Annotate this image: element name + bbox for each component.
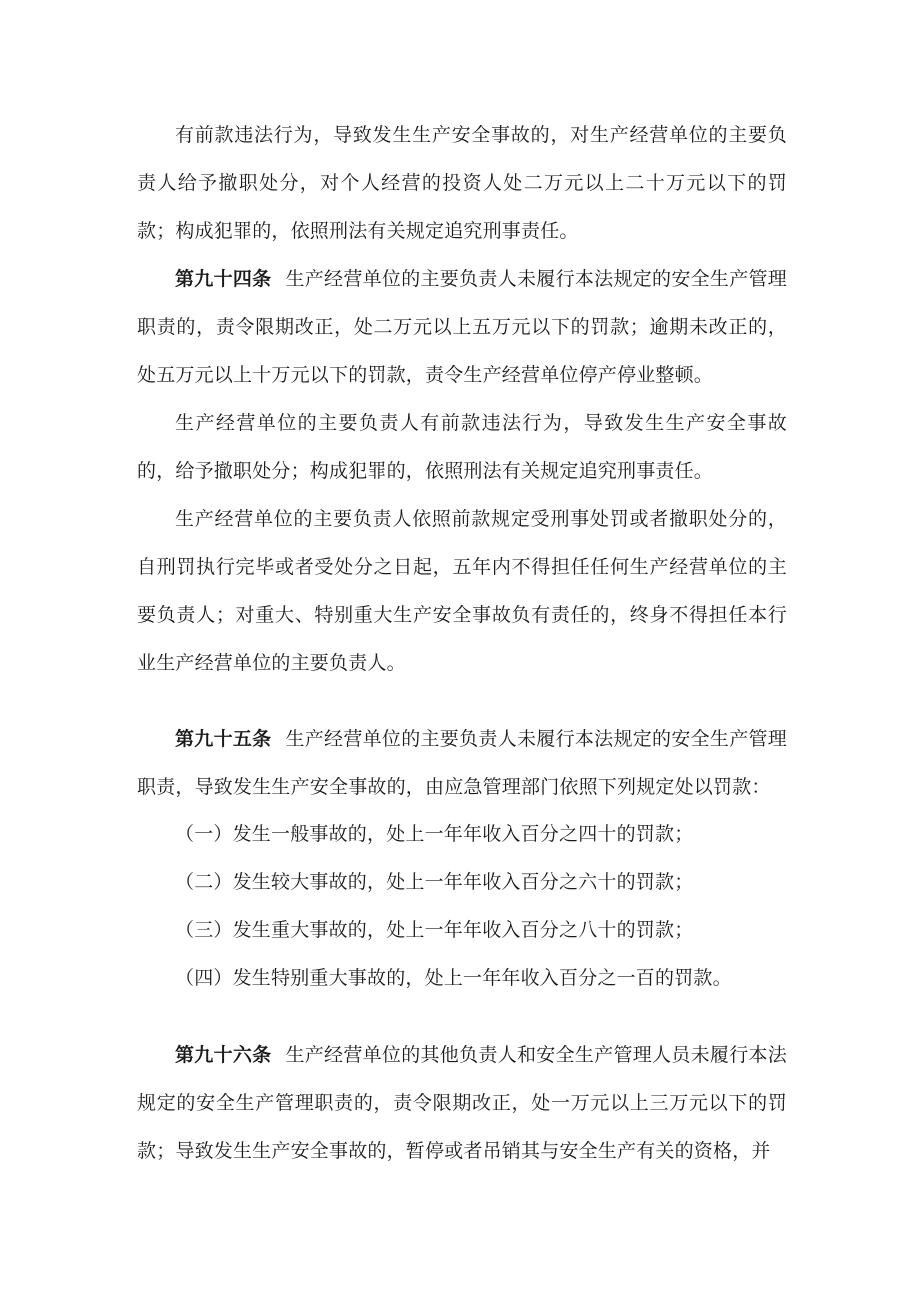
paragraph-text: 有前款违法行为，导致发生生产安全事故的，对生产经营单位的主要负责人给予撤职处分，对个人经营的投资人处二万元以上二十万元以下的罚款；构成犯罪的，依照刑法有关规定追究刑事责任。 (137, 124, 787, 242)
article-96-text: 生产经营单位的其他负责人和安全生产管理人员未履行本法规定的安全生产管理职责的，责令限期改正，处一万元以上三万元以下的罚款；导致发生生产安全事故的，暂停或者吊销其与安全生产有关的资格，并 (137, 1044, 787, 1162)
article-94-paragraph-3 (137, 495, 787, 687)
article-96-heading: 第九十六条 (175, 1044, 272, 1066)
article-95 (137, 715, 787, 811)
list-item: （二）发生较大事故的，处上一年年收入百分之六十的罚款； (175, 871, 694, 893)
article-94-heading: 第九十四条 (175, 268, 272, 290)
paragraph-text: 生产经营单位的主要负责人依照前款规定受刑事处罚或者撤职处分的，自刑罚执行完毕或者受处分之日起，五年内不得担任任何生产经营单位的主要负责人；对重大、特别重大生产安全事故负有责任的，终身不得担任本行业生产经营单位的主要负责人。 (137, 508, 787, 674)
article-95-heading: 第九十五条 (175, 728, 272, 750)
article-96 (137, 1031, 787, 1175)
list-item: （三）发生重大事故的，处上一年年收入百分之八十的罚款； (175, 919, 694, 941)
article-94-text: 生产经营单位的主要负责人未履行本法规定的安全生产管理职责的，责令限期改正，处二万元以上五万元以下的罚款；逾期未改正的，处五万元以上十万元以下的罚款，责令生产经营单位停产停业整顿。 (137, 268, 787, 386)
paragraph-text: 生产经营单位的主要负责人有前款违法行为，导致发生生产安全事故的，给予撤职处分；构成犯罪的，依照刑法有关规定追究刑事责任。 (137, 412, 787, 482)
article-94 (137, 255, 787, 399)
article-95-text: 生产经营单位的主要负责人未履行本法规定的安全生产管理职责，导致发生生产安全事故的，由应急管理部门依照下列规定处以罚款： (137, 728, 787, 798)
list-item: （四）发生特别重大事故的，处上一年年收入百分之一百的罚款。 (175, 967, 732, 989)
article-94-paragraph-2 (137, 399, 787, 495)
list-item: （一）发生一般事故的，处上一年年收入百分之四十的罚款； (175, 823, 694, 845)
paragraph-penalty-responsible-person (137, 111, 787, 255)
